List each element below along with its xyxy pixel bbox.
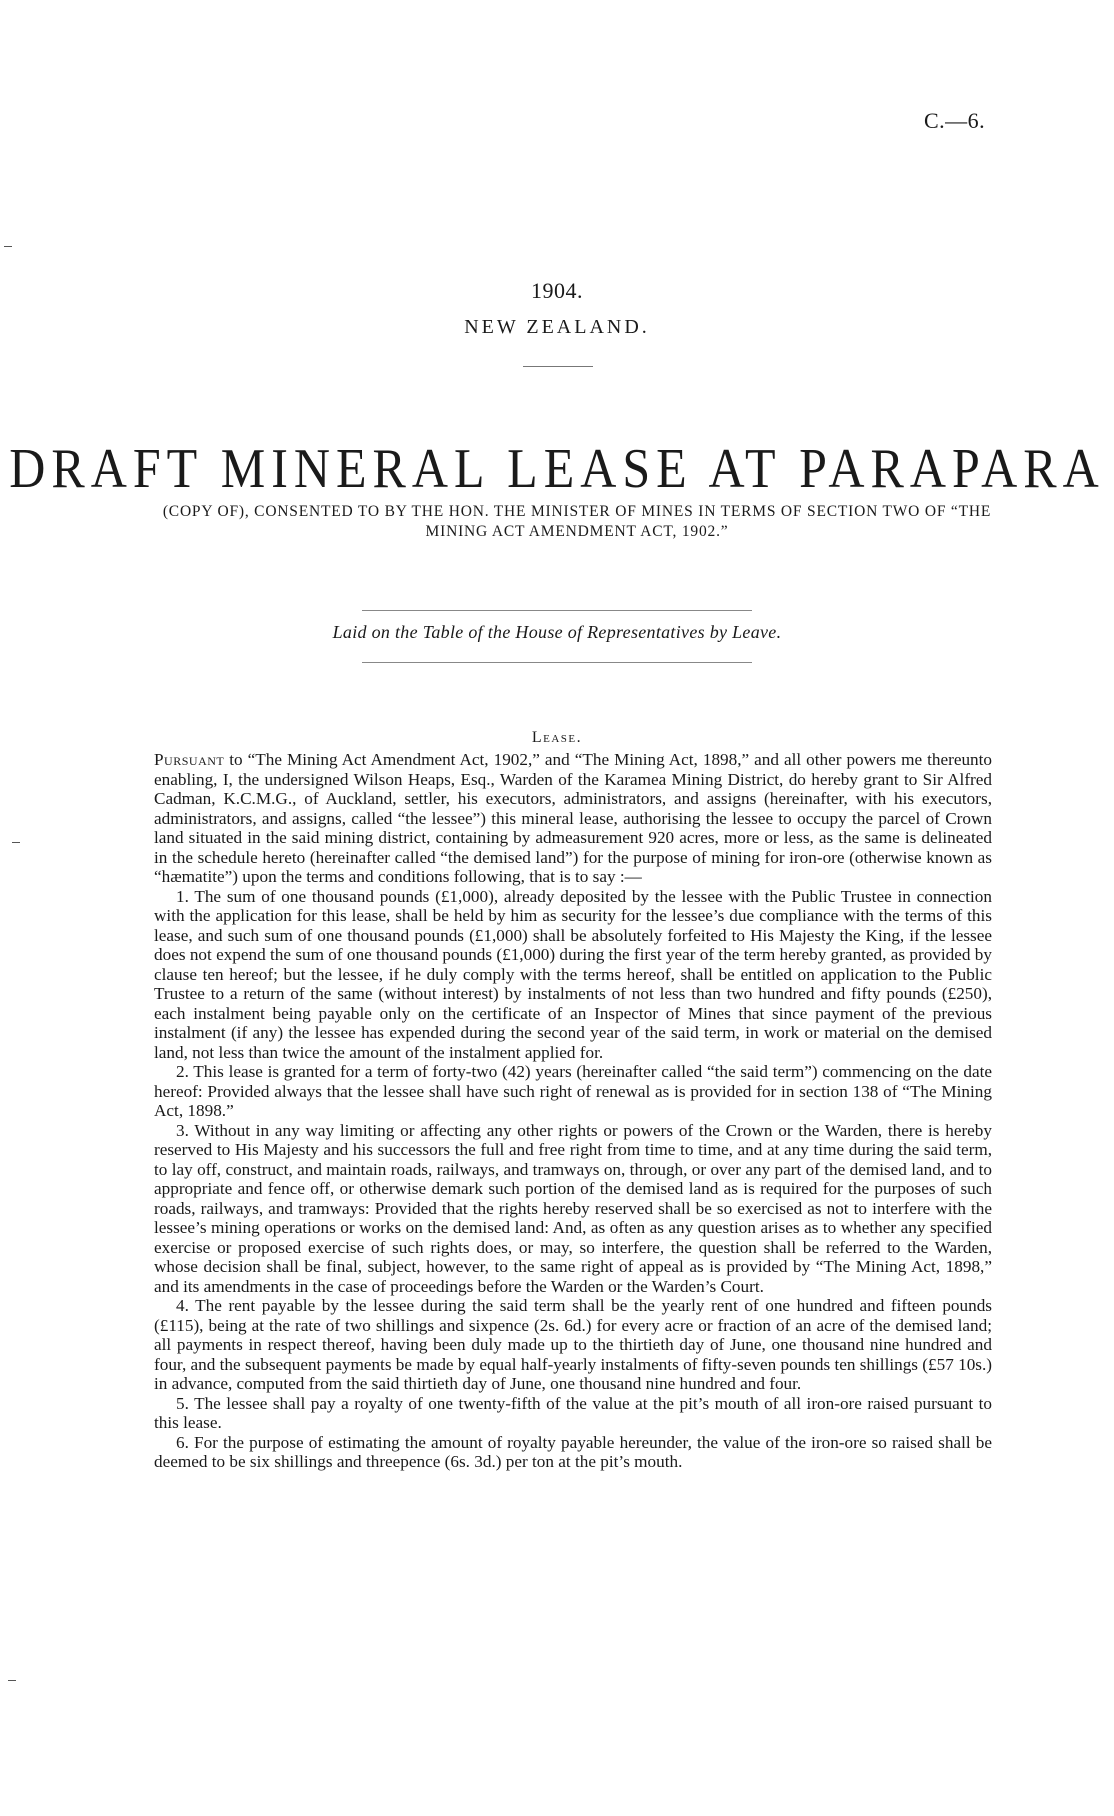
clause-2: 2. This lease is granted for a term of forty-two (42) years (hereinafter called “the said term”) commencing on the date hereof: Provided always that the lessee shall have such right of renewal as is provided for in section 138 of “The Mining Act, 1898.” (154, 1062, 992, 1120)
separator-rule (523, 366, 593, 367)
clause-6: 6. For the purpose of estimating the amount of royalty payable hereunder, the value of the iron-ore so raised shall be deemed to be six shillings and threepence (6s. 3d.) per ton at the pit’s mouth. (154, 1432, 992, 1471)
lease-heading: Lease. (531, 729, 583, 746)
document-year: 1904. (531, 278, 583, 303)
separator-rule-top (362, 610, 752, 611)
lease-body (154, 750, 992, 1472)
intro-first-word: Pursuant (154, 750, 225, 769)
clause-5: 5. The lessee shall pay a royalty of one twenty-fifth of the value at the pit’s mouth of all iron-ore raised pursuant to this lease. (154, 1393, 992, 1432)
clause-3: 3. Without in any way limiting or affecting any other rights or powers of the Crown or the Warden, there is hereby reserved to His Majesty and his successors the full and free right from time to time, and at any time during the said term, to lay off, construct, and maintain roads, railways, and tramways on, through, or over any part of the demised land, and to appropriate and fence off, or otherwise demark such portion of the demised land as is required for the purposes of such roads, railways, and tramways: Provided that the rights hereby reserved shall be so exercised as not to interfere with the lessee’s mining operations or works on the demised land: And, as often as any question arises as to whether any specified exercise or proposed exercise of such rights does, or may, so interfere, the question shall be referred to the Warden, whose decision shall be final, subject, however, to the same right of appeal as is provided by “The Mining Act, 1898,” and its amendments in the case of proceedings before the Warden or the Warden’s Court. (154, 1120, 992, 1296)
margin-mark (12, 842, 20, 843)
page-title: DRAFT MINERAL LEASE AT PARAPARA (9, 436, 1105, 500)
lease-intro-paragraph (154, 750, 992, 887)
laid-on-table-note: Laid on the Table of the House of Representatives by Leave. (332, 622, 782, 642)
margin-mark (4, 246, 12, 247)
intro-text: to “The Mining Act Amendment Act, 1902,” and “The Mining Act, 1898,” and all other powers me thereunto enabling, I, the undersigned Wilson Heaps, Esq., Warden of the Karamea Mining District, do hereby grant to Sir Alfred Cadman, K.C.M.G., of Auckland, settler, his executors, administrators, and assigns (hereinafter, with his executors, administrators, and assigns, called “the lessee”) this mineral lease, authorising the lessee to occupy the parcel of Crown land situated in the said mining district, containing by admeasurement 920 acres, more or less, as the same is delineated in the schedule hereto (hereinafter called “the demised land”) for the purpose of mining for iron-ore (otherwise known as “hæmatite”) upon the terms and conditions following, that is to say :— (154, 750, 992, 886)
clause-4: 4. The rent payable by the lessee during the said term shall be the yearly rent of one hundred and fifteen pounds (£115), being at the rate of two shillings and sixpence (2s. 6d.) for every acre or fraction of an acre of the demised land; all payments in respect thereof, having been duly made up to the thirtieth day of June, one thousand nine hundred and four, and the subsequent payments be made by equal half-yearly instalments of fifty-seven pounds ten shillings (£57 10s.) in advance, computed from the said thirtieth day of June, one thousand nine hundred and four. (154, 1296, 992, 1393)
clause-1: 1. The sum of one thousand pounds (£1,000), already deposited by the lessee with the Public Trustee in connection with the application for this lease, shall be held by him as security for the lessee’s due compliance with the terms of this lease, and such sum of one thousand pounds (£1,000) shall be absolutely forfeited to His Majesty the King, if the lessee does not expend the sum of one thousand pounds (£1,000) during the first year of the term hereby granted, as provided by clause ten hereof; but the lessee, if he duly comply with the terms hereof, shall be entitled on application to the Public Trustee to a return of the same (without interest) by instalments of not less than two hundred and fifty pounds (£250), each instalment being payable only on the certificate of an Inspector of Mines that since payment of the previous instalment (if any) the lessee has expended during the second year of the said term, in work or material on the demised land, not less than twice the amount of the instalment applied for. (154, 886, 992, 1062)
margin-mark (8, 1680, 16, 1681)
country-heading: NEW ZEALAND. (464, 316, 650, 338)
document-code: C.—6. (924, 108, 986, 133)
page-subtitle: (COPY OF), CONSENTED TO BY THE HON. THE MINISTER OF MINES IN TERMS OF SECTION TWO OF “THE MINING ACT AMENDMENT ACT, 1902.” (162, 503, 992, 540)
separator-rule-bottom (362, 662, 752, 663)
